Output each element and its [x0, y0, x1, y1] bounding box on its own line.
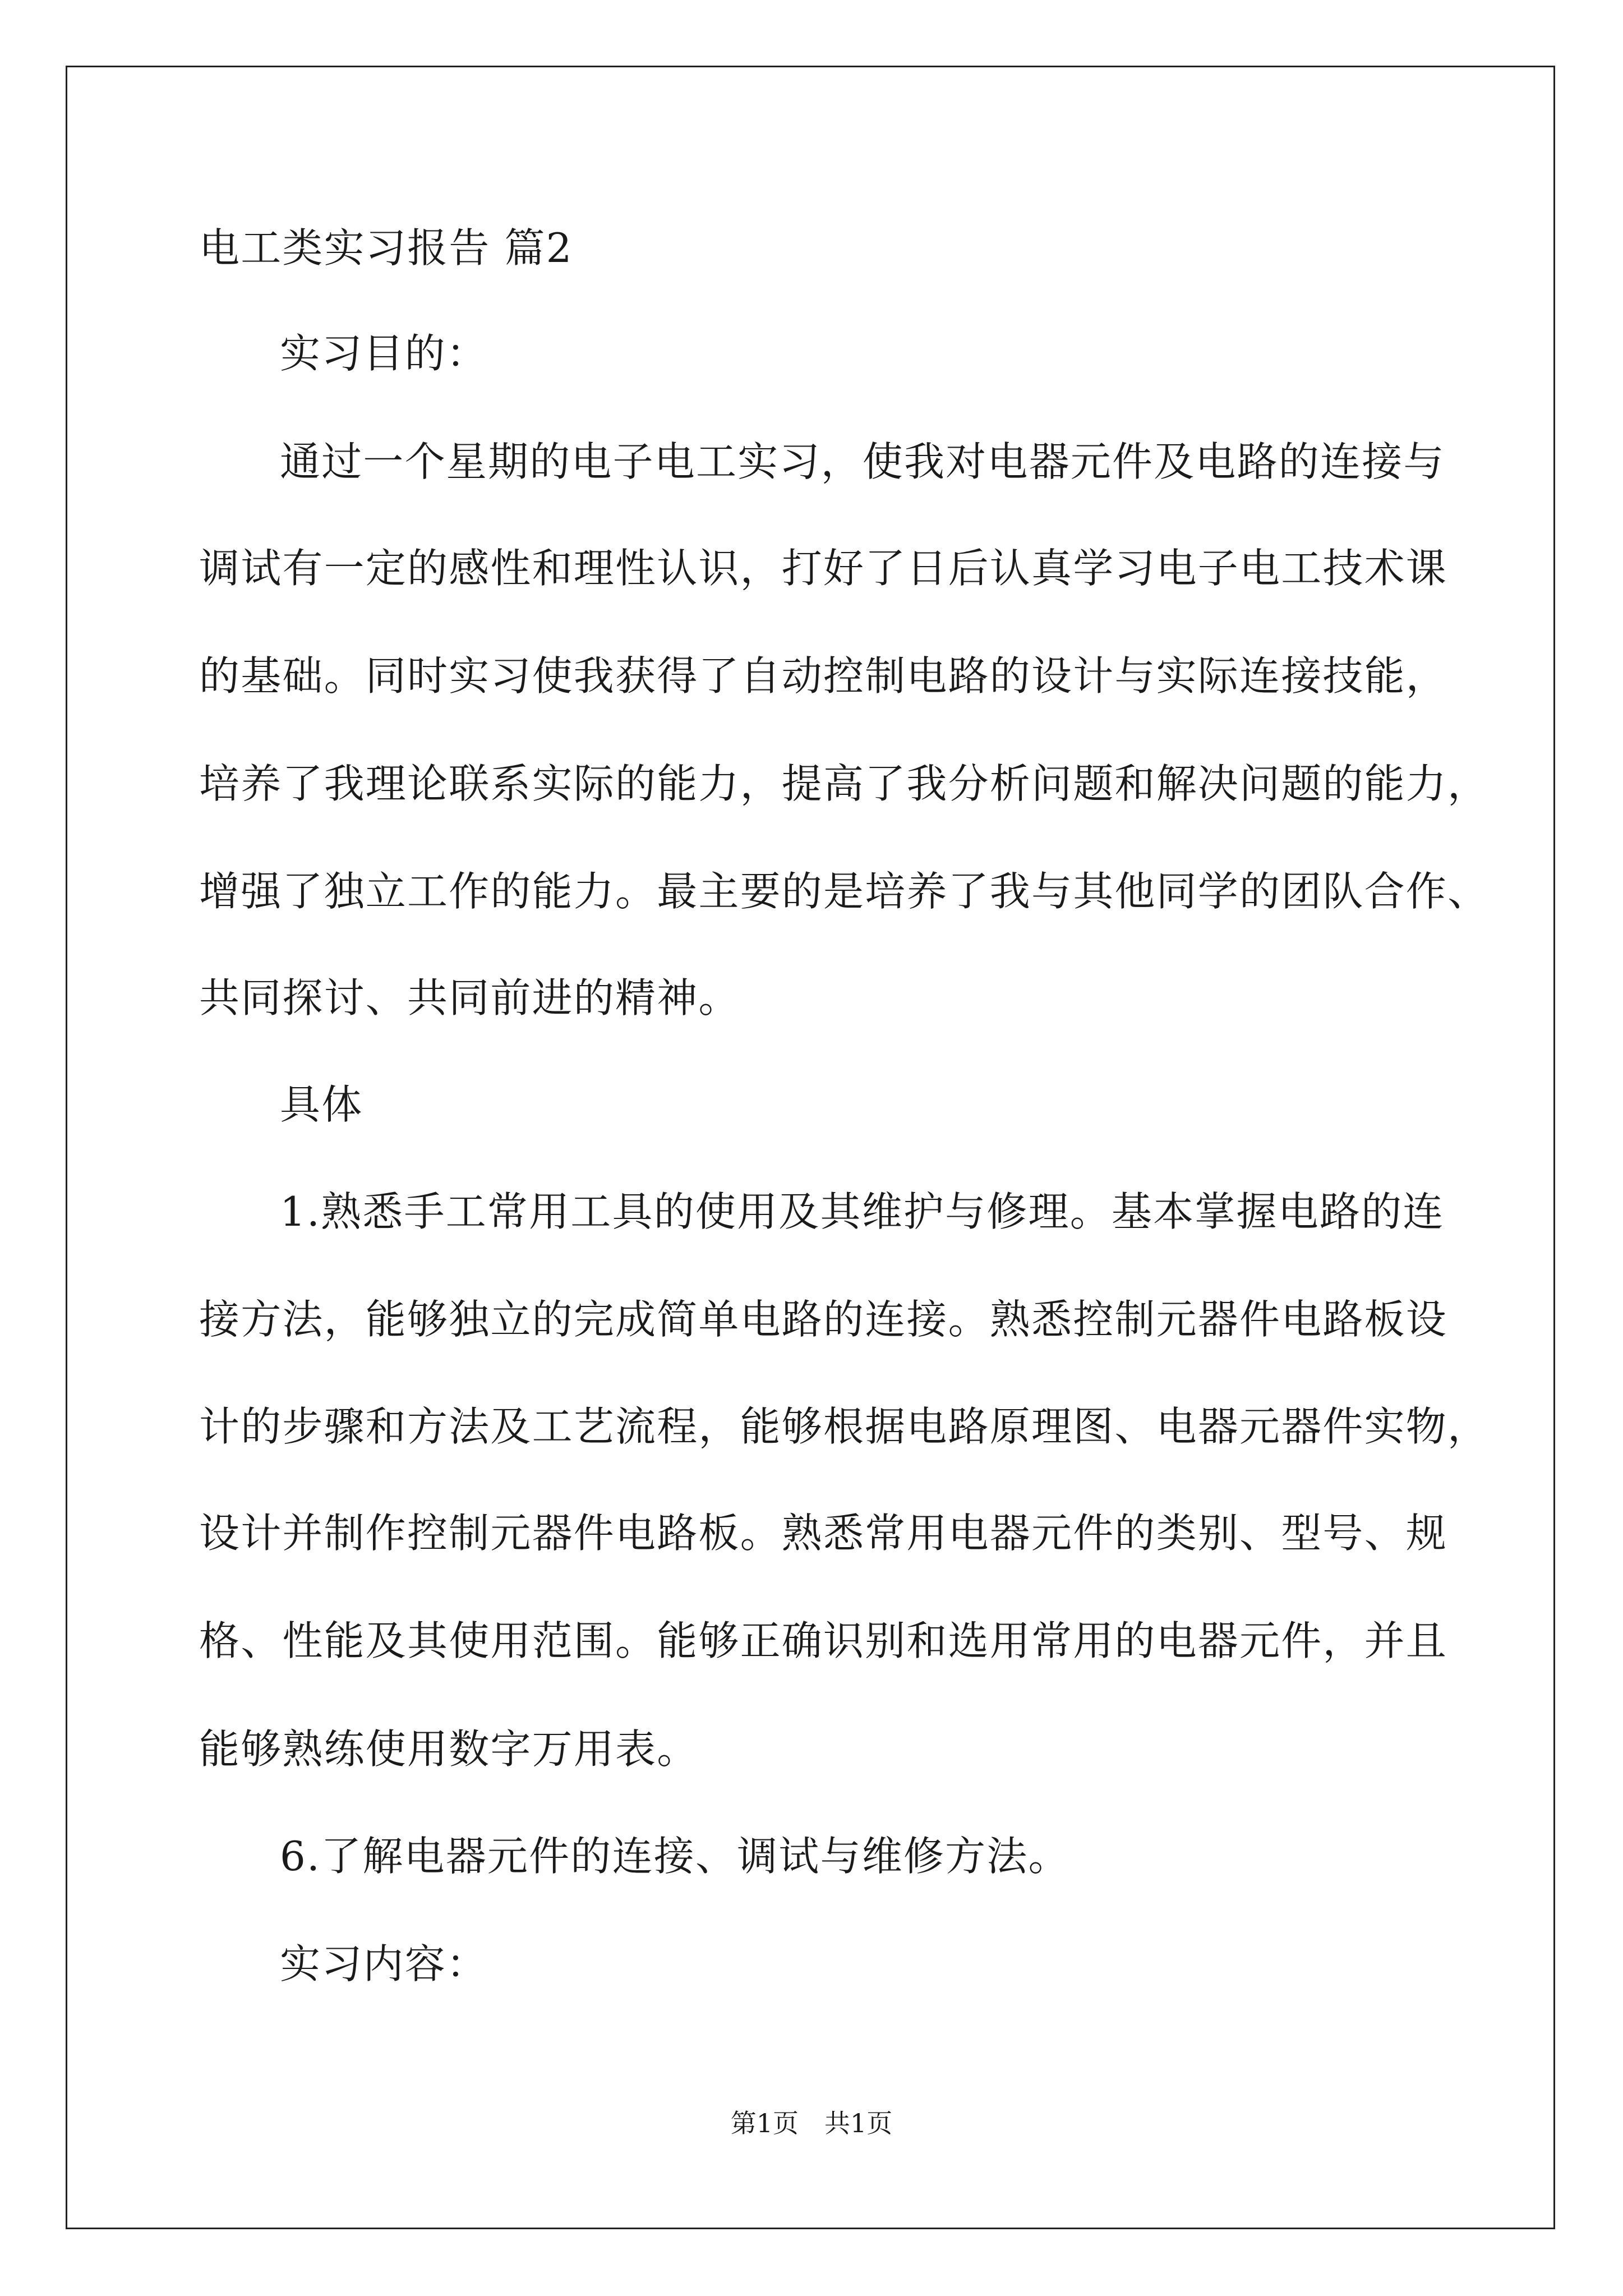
paragraph-line: 计的步骤和方法及工艺流程，能够根据电路原理图、电器元器件实物， — [199, 1403, 1490, 1450]
page-border — [66, 66, 1555, 2229]
paragraph-line: 培养了我理论联系实际的能力，提高了我分析问题和解决问题的能力， — [199, 760, 1490, 807]
paragraph-line: 增强了独立工作的能力。最主要的是培养了我与其他同学的团队合作、 — [199, 868, 1490, 915]
paragraph-line: 调试有一定的感性和理性认识，打好了日后认真学习电子电工技术课 — [199, 545, 1448, 592]
section-heading: 具体 — [280, 1081, 363, 1128]
section-heading: 实习内容： — [280, 1940, 488, 1987]
paragraph-line: 共同探讨、共同前进的精神。 — [199, 974, 740, 1022]
paragraph-line: 能够熟练使用数字万用表。 — [199, 1726, 699, 1773]
paragraph-line: 1.熟悉手工常用工具的使用及其维护与修理。基本掌握电路的连 — [280, 1188, 1445, 1235]
page-number-footer: 第1页 共1页 — [730, 2108, 893, 2138]
paragraph-line: 实习目的： — [280, 330, 488, 377]
paragraph-line: 通过一个星期的电子电工实习，使我对电器元件及电路的连接与 — [280, 438, 1445, 485]
paragraph-line: 设计并制作控制元器件电路板。熟悉常用电器元件的类别、型号、规 — [199, 1510, 1448, 1557]
paragraph-line: 接方法，能够独立的完成简单电路的连接。熟悉控制元器件电路板设 — [199, 1296, 1448, 1343]
paragraph-line: 6.了解电器元件的连接、调试与维修方法。 — [280, 1833, 1070, 1880]
paragraph-line: 的基础。同时实习使我获得了自动控制电路的设计与实际连接技能， — [199, 652, 1448, 700]
paragraph-line: 格、性能及其使用范围。能够正确识别和选用常用的电器元件，并且 — [199, 1617, 1448, 1664]
document-title: 电工类实习报告 篇2 — [199, 224, 573, 272]
